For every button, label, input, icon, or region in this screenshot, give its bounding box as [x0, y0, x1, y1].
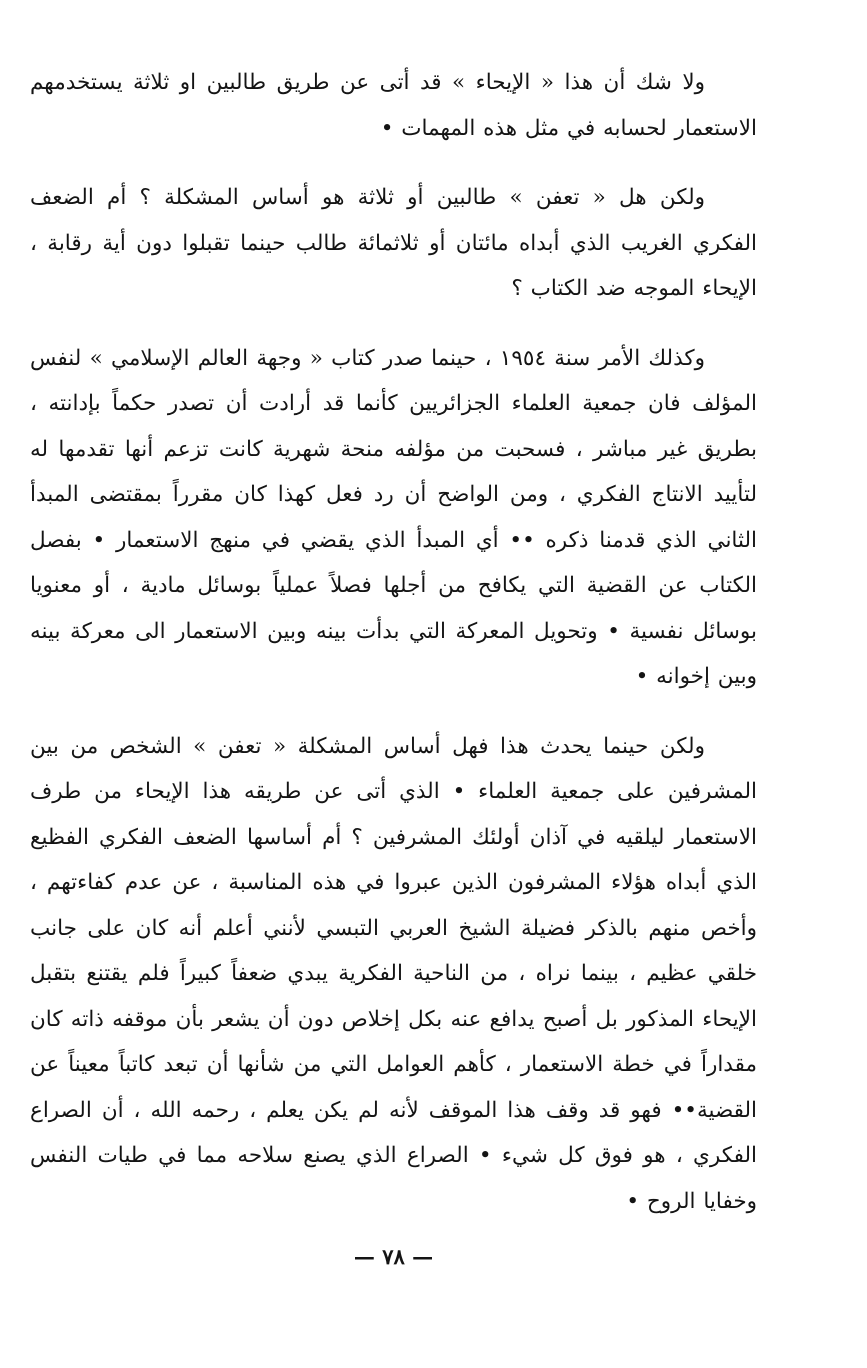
paragraph-3: وكذلك الأمر سنة ١٩٥٤ ، حينما صدر كتاب « وجهة العالم الإسلامي » لنفس المؤلف فان جمعية العلماء الجزائريين كأنما قد أرادت أن تصدر حكماً بإدانته ، بطريق غير مباشر ، فسحبت من مؤلفه منحة شهرية كانت تزعم أنها تقدمها له لتأييد الانتاج الفكري ، ومن الواضح أن رد فعل كهذا كان مقرراً بمقتضى المبدأ الثاني الذي قدمنا ذكره •• أي المبدأ الذي يقضي في منهج الاستعمار • بفصل الكتاب عن القضية التي يكافح من أجلها فصلاً عملياً بوسائل مادية ، أو معنويا بوسائل نفسية • وتحويل المعركة التي بدأت بينه وبين الاستعمار الى معركة بينه وبين إخوانه •	[30, 345, 757, 689]
paragraph-4: ولكن حينما يحدث هذا فهل أساس المشكلة « تعفن » الشخص من بين المشرفين على جمعية العلماء • الذي أتى عن طريقه هذا الإيحاء من طرف الاستعمار ليلقيه في آذان أولئك المشرفين ؟ أم أساسها الضعف الفكري الفظيع الذي أبداه هؤلاء المشرفون الذين عبروا في هذه المناسبة ، عن عدم كفاءتهم ، وأخص منهم بالذكر فضيلة الشيخ العربي التبسي لأنني أعلم أنه كان على جانب خلقي عظيم ، بينما نراه ، من الناحية الفكرية يبدي ضعفاً كبيراً فلم يقتنع بتقبل الإيحاء المذكور بل أصبح يدافع عنه بكل إخلاص دون أن يشعر بأن موقفه ذاته كان مقداراً في خطة الاستعمار ، كأهم العوامل التي من شأنها أن تبعد كاتباً معيناً عن القضية•• فهو قد وقف هذا الموقف لأنه لم يكن يعلم ، رحمه الله ، أن الصراع الفكري ، هو فوق كل شيء • الصراع الذي يصنع سلاحه مما في طيات النفس وخفايا الروح •	[30, 733, 757, 1214]
paragraph-2: ولكن هل « تعفن » طالبين أو ثلاثة هو أساس المشكلة ؟ أم الضعف الفكري الغريب الذي أبداه مائتان أو ثلاثمائة طالب حينما تقبلوا دون أية رقابة ، الإيحاء الموجه ضد الكتاب ؟	[30, 185, 757, 301]
book-page	[30, 60, 757, 1320]
page-number: — ٧٨ —	[353, 1244, 434, 1269]
paragraph-1: ولا شك أن هذا « الإيحاء » قد أتى عن طريق طالبين او ثلاثة يستخدمهم الاستعمار لحسابه في مثل هذه المهمات •	[30, 70, 757, 141]
